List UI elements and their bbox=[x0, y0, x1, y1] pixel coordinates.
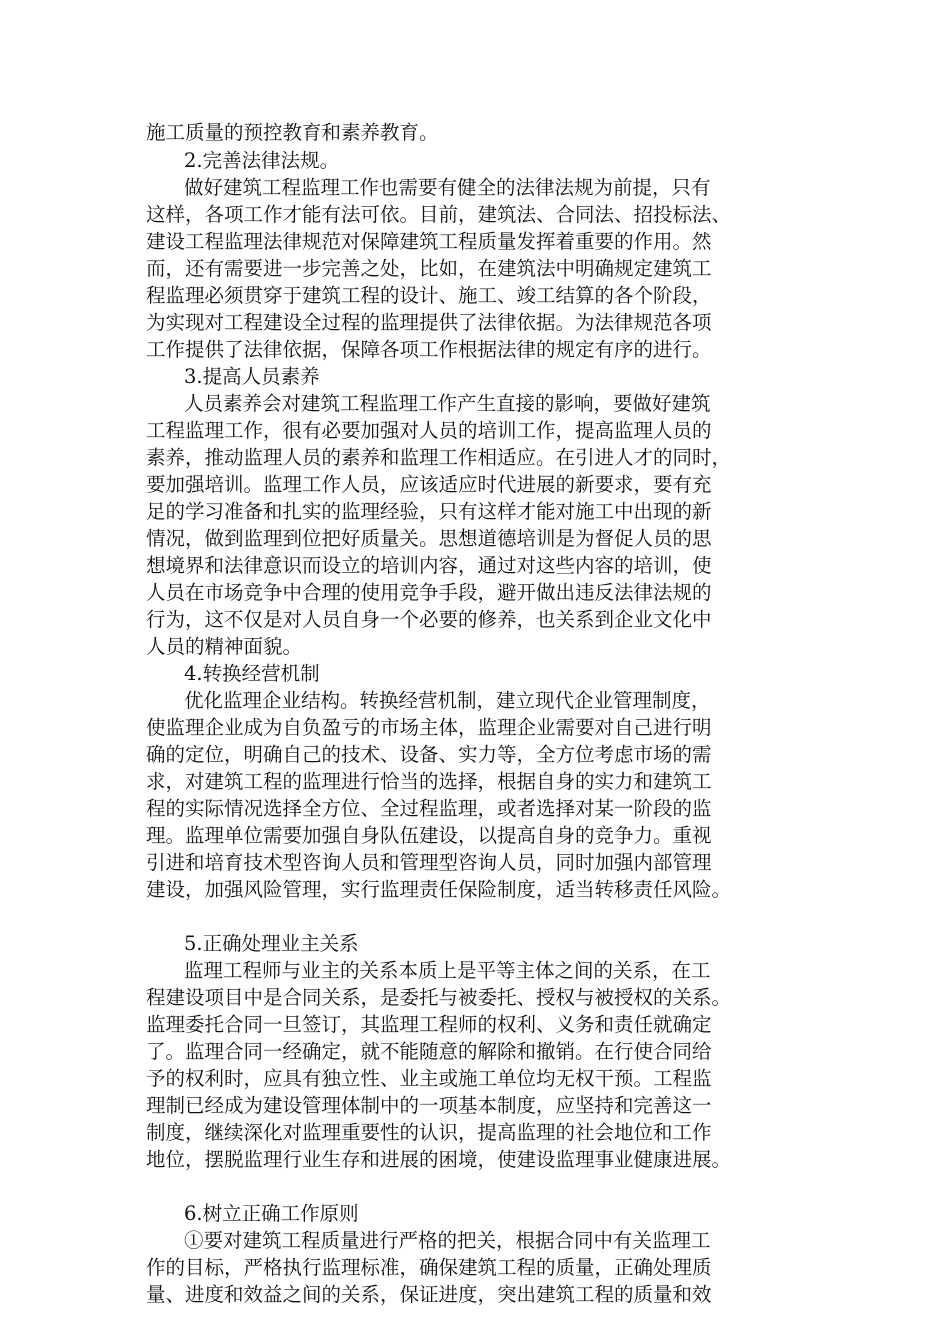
section-heading-4: 4.转换经营机制 bbox=[184, 662, 320, 685]
paragraph-line: 予的权利时，应具有独立性、业主或施工单位均无权干预。工程监 bbox=[146, 1067, 712, 1090]
section-heading-5: 5.正确处理业主关系 bbox=[184, 932, 359, 955]
paragraph-line: 足的学习准备和扎实的监理经验，只有这样才能对施工中出现的新 bbox=[146, 500, 712, 523]
paragraph-line: 理。监理单位需要加强自身队伍建设，以提高自身的竞争力。重视 bbox=[146, 824, 712, 847]
section-heading-3: 3.提高人员素养 bbox=[184, 365, 320, 388]
paragraph-line: 建设，加强风险管理，实行监理责任保险制度，适当转移责任风险。 bbox=[146, 878, 732, 901]
paragraph-line: 工作提供了法律依据，保障各项工作根据法律的规定有序的进行。 bbox=[146, 338, 712, 361]
paragraph-line: 程的实际情况选择全方位、全过程监理，或者选择对某一阶段的监 bbox=[146, 797, 712, 820]
paragraph-line: 人员的精神面貌。 bbox=[146, 635, 303, 658]
paragraph-line: 工程监理工作，很有必要加强对人员的培训工作，提高监理人员的 bbox=[146, 419, 712, 442]
paragraph-line: 使监理企业成为自负盈亏的市场主体，监理企业需要对自己进行明 bbox=[146, 716, 712, 739]
paragraph-line: 为实现对工程建设全过程的监理提供了法律依据。为法律规范各项 bbox=[146, 311, 712, 334]
paragraph-line: 程建设项目中是合同关系，是委托与被委托、授权与被授权的关系。 bbox=[146, 986, 732, 1009]
section-heading-6: 6.树立正确工作原则 bbox=[184, 1202, 359, 1225]
paragraph-line: 理制已经成为建设管理体制中的一项基本制度，应坚持和完善这一 bbox=[146, 1094, 712, 1117]
paragraph-line: 人员素养会对建筑工程监理工作产生直接的影响，要做好建筑 bbox=[184, 392, 711, 415]
paragraph-line: 建设工程监理法律规范对保障建筑工程质量发挥着重要的作用。然 bbox=[146, 230, 712, 253]
paragraph-line: 了。监理合同一经确定，就不能随意的解除和撤销。在行使合同给 bbox=[146, 1040, 712, 1063]
paragraph-line: 量、进度和效益之间的关系，保证进度，突出建筑工程的质量和效 bbox=[146, 1283, 712, 1306]
paragraph-line: 优化监理企业结构。转换经营机制，建立现代企业管理制度， bbox=[184, 689, 711, 712]
paragraph-line: 素养，推动监理人员的素养和监理工作相适应。在引进人才的同时， bbox=[146, 446, 732, 469]
paragraph-line: 确的定位，明确自己的技术、设备、实力等，全方位考虑市场的需 bbox=[146, 743, 712, 766]
paragraph-line: 人员在市场竞争中合理的使用竞争手段，避开做出违反法律法规的 bbox=[146, 581, 712, 604]
paragraph-line: 而，还有需要进一步完善之处，比如，在建筑法中明确规定建筑工 bbox=[146, 257, 712, 280]
paragraph-line: 监理委托合同一旦签订，其监理工程师的权利、义务和责任就确定 bbox=[146, 1013, 712, 1036]
paragraph-line: 地位，摆脱监理行业生存和进展的困境，使建设监理事业健康进展。 bbox=[146, 1148, 732, 1171]
paragraph-line: 施工质量的预控教育和素养教育。 bbox=[146, 121, 439, 144]
paragraph-line: 想境界和法律意识而设立的培训内容，通过对这些内容的培训，使 bbox=[146, 554, 712, 577]
paragraph-line: 求，对建筑工程的监理进行恰当的选择，根据自身的实力和建筑工 bbox=[146, 770, 712, 793]
paragraph-line: 程监理必须贯穿于建筑工程的设计、施工、竣工结算的各个阶段， bbox=[146, 284, 712, 307]
paragraph-line: 行为，这不仅是对人员自身一个必要的修养，也关系到企业文化中 bbox=[146, 608, 712, 631]
paragraph-line: 制度，继续深化对监理重要性的认识，提高监理的社会地位和工作 bbox=[146, 1121, 712, 1144]
paragraph-line: 引进和培育技术型咨询人员和管理型咨询人员，同时加强内部管理 bbox=[146, 851, 712, 874]
paragraph-line: 监理工程师与业主的关系本质上是平等主体之间的关系，在工 bbox=[184, 959, 711, 982]
section-heading-2: 2.完善法律法规。 bbox=[184, 149, 340, 172]
paragraph-line: 做好建筑工程监理工作也需要有健全的法律法规为前提，只有 bbox=[184, 176, 711, 199]
paragraph-line: 作的目标，严格执行监理标准，确保建筑工程的质量，正确处理质 bbox=[146, 1256, 712, 1279]
paragraph-line: ①要对建筑工程质量进行严格的把关，根据合同中有关监理工 bbox=[184, 1229, 711, 1252]
paragraph-line: 这样，各项工作才能有法可依。目前，建筑法、合同法、招投标法、 bbox=[146, 203, 732, 226]
paragraph-line: 情况，做到监理到位把好质量关。思想道德培训是为督促人员的思 bbox=[146, 527, 712, 550]
paragraph-line: 要加强培训。监理工作人员，应该适应时代进展的新要求，要有充 bbox=[146, 473, 712, 496]
